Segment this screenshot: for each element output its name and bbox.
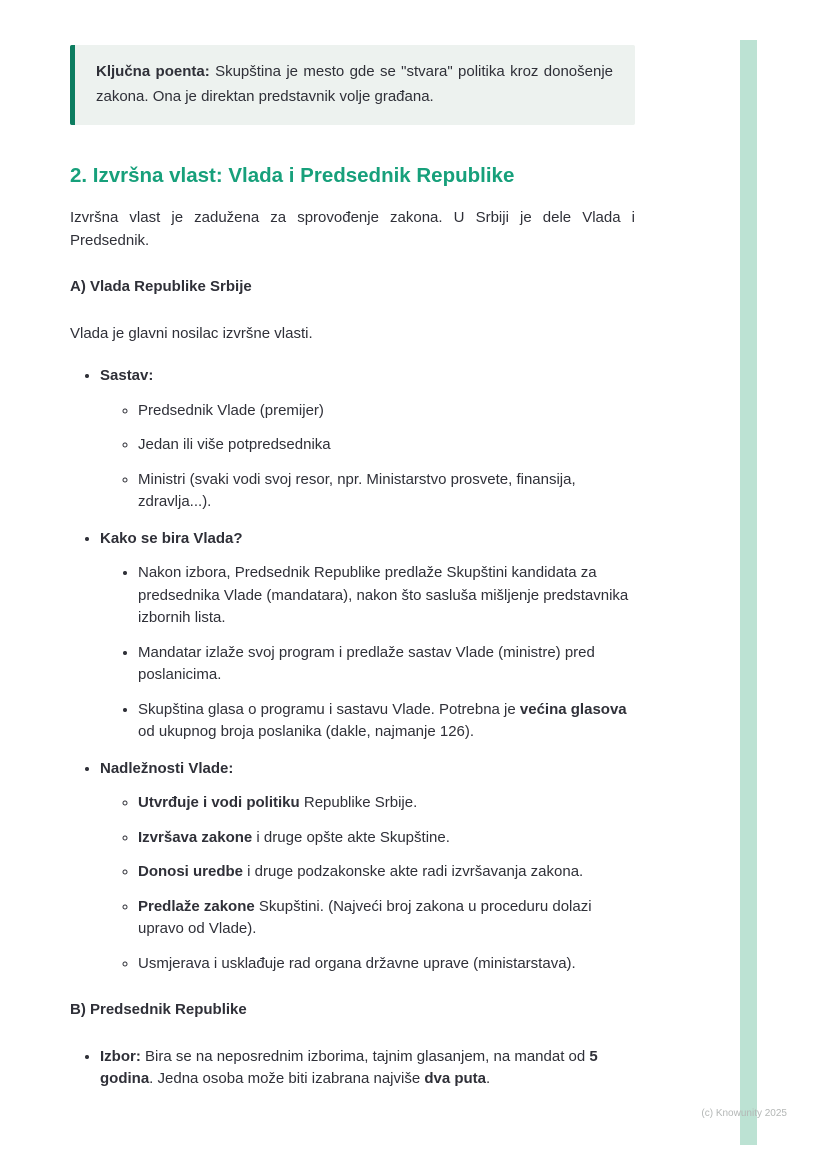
subsection-b-title: B) Predsednik Republike <box>70 1001 247 1019</box>
right-accent-stripe <box>740 40 757 1145</box>
item-text: od ukupnog broja poslanika (dakle, najmanje 126). <box>138 723 475 741</box>
sastav-label: Sastav: <box>100 367 154 385</box>
list-item <box>138 792 635 815</box>
document-content <box>70 45 635 1105</box>
callout-body: Skupština je mesto gde se "stvara" politika kroz donošenje zakona. Ona je direktan predstavnik volje građana. <box>96 63 613 105</box>
sastav-sublist <box>100 400 635 514</box>
list-item: • Mandatar izlaže svoj program i predlaže sastav Vlade (ministre) pred poslanicima. <box>138 642 635 687</box>
item-bold: dva puta <box>424 1070 487 1088</box>
section-heading: 2. Izvršna vlast: Vlada i Predsednik Republike <box>70 163 515 187</box>
item-text: Republike Srbije. <box>299 794 418 812</box>
list-item: • Nakon izbora, Predsednik Republike predlaže Skupštini kandidata za predsednika Vlade (mandatara), nakon što sasluša mišljenje predstavnika izbornih lista. <box>138 562 635 630</box>
list-item: ◦ Ministri (svaki vodi svoj resor, npr. Ministarstvo prosvete, finansija, zdravlja...). <box>138 469 635 514</box>
item-text: Skupština glasa o programu i sastavu Vlade. Potrebna je <box>138 700 520 718</box>
nadleznosti-label: Nadležnosti Vlade: <box>100 759 234 777</box>
item-text: . Jedna osoba može biti izabrana najviše <box>149 1070 425 1088</box>
list-item-izbor <box>100 1046 635 1091</box>
item-bold: Predlaže zakone <box>138 897 255 915</box>
list-item <box>138 953 635 976</box>
item-text: Skupštini. (Najveći broj zakona u proceduru dolazi upravo od Vlade). <box>138 897 592 938</box>
izbor-vlade-label: Kako se bira Vlada? <box>100 529 243 547</box>
vlada-intro: Vlada je glavni nosilac izvršne vlasti. <box>70 324 313 342</box>
list-item <box>138 861 635 884</box>
list-item <box>138 896 635 941</box>
callout-text <box>96 60 613 110</box>
nadleznosti-sublist <box>100 792 635 975</box>
izbor-vlade-sublist <box>100 562 635 744</box>
callout-label: Ključna poenta: <box>96 63 210 80</box>
list-item <box>138 699 635 744</box>
footer-credit: (c) Knowunity 2025 <box>701 1108 787 1119</box>
list-item-izbor-vlade <box>100 528 635 744</box>
item-bold: Izbor: <box>100 1047 141 1065</box>
list-item-nadleznosti <box>100 758 635 976</box>
item-text: . <box>486 1070 491 1088</box>
list-item: ◦ Predsednik Vlade (premijer) <box>138 400 635 423</box>
list-item-sastav <box>100 365 635 514</box>
item-text: Bira se na neposrednim izborima, tajnim glasanjem, na mandat od <box>140 1047 590 1065</box>
item-text: i druge podzakonske akte radi izvršavanja zakona. <box>243 863 584 881</box>
vlada-list <box>70 365 635 975</box>
item-text: i druge opšte akte Skupštine. <box>252 828 450 846</box>
key-point-callout <box>70 45 635 125</box>
subsection-a-title: A) Vlada Republike Srbije <box>70 278 252 296</box>
predsednik-list <box>70 1046 635 1091</box>
item-bold: 5 godina <box>100 1047 598 1088</box>
item-bold: Donosi uredbe <box>138 863 244 881</box>
item-text: Usmjerava i usklađuje rad organa državne uprave (ministarstava). <box>138 954 576 972</box>
item-bold: većina glasova <box>519 700 627 718</box>
item-bold: Izvršava zakone <box>138 828 253 846</box>
item-bold: Utvrđuje i vodi politiku <box>138 794 300 812</box>
list-item: ◦ Jedan ili više potpredsednika <box>138 434 635 457</box>
section-intro: Izvršna vlast je zadužena za sprovođenje zakona. U Srbiji je dele Vlada i Predsednik. <box>70 209 635 249</box>
list-item <box>138 827 635 850</box>
